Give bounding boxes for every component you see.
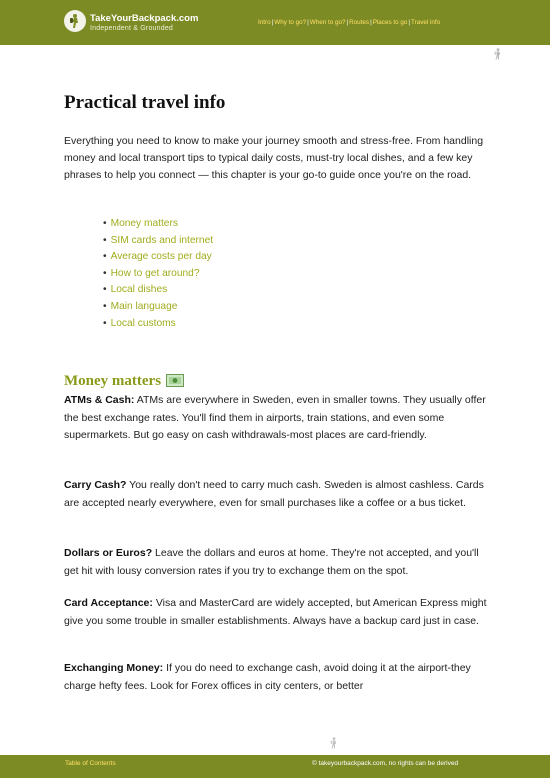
bullet-icon: • — [103, 218, 107, 229]
toc-item[interactable] — [103, 233, 213, 250]
carry-cash-paragraph — [64, 477, 496, 512]
hiker-icon — [493, 48, 503, 60]
nav-why-to-go[interactable]: Why to go? — [274, 19, 307, 26]
toc-item[interactable] — [103, 216, 213, 233]
nav-places-to-go[interactable]: Places to go — [372, 19, 408, 26]
nav-travel-info[interactable]: Travel info — [411, 19, 441, 26]
nav-intro[interactable]: Intro — [258, 19, 271, 26]
chapter-contents-list — [103, 216, 213, 332]
atm-cash-paragraph — [64, 392, 496, 445]
bullet-icon: • — [103, 300, 107, 312]
logo[interactable] — [64, 10, 86, 32]
section-heading — [64, 373, 184, 390]
toc-link-average-costs[interactable]: Average costs per day — [110, 251, 212, 263]
paragraph-text: Visa and MasterCard are widely accepted, but American Express might give you some trouble in smaller establishments. Always have a backup card just in case. — [64, 597, 487, 627]
intro-paragraph: Everything you need to know to make your journey smooth and stress-free. From handling money and local transport tips to typical daily costs, must-try local dishes, and a few key phrases to help you connect — this chapter is your go-to guide once you're on the road. — [64, 135, 484, 181]
toc-link-sim-cards[interactable]: SIM cards and internet — [110, 234, 214, 246]
bullet-icon: • — [103, 267, 107, 279]
toc-link-local-customs[interactable]: Local customs — [110, 317, 176, 329]
toc-item[interactable] — [103, 266, 213, 283]
paragraph-text: Leave the dollars and euros at home. They're not accepted, and you'll get hit with lousy conversion rates if you try to exchange them on the spot. — [64, 547, 479, 577]
toc-link-local-dishes[interactable]: Local dishes — [110, 284, 168, 296]
toc-link-money-matters[interactable]: Money matters — [110, 218, 178, 229]
top-navigation: Intro|Why to go?|When to go?|Routes|Places to go|Travel info — [258, 19, 441, 26]
bullet-icon: • — [103, 317, 107, 329]
hiker-logo-icon — [67, 13, 83, 29]
paragraph-label: ATMs & Cash: — [64, 394, 135, 406]
money-icon — [166, 374, 184, 387]
paragraph-text: You really don't need to carry much cash. Sweden is almost cashless. Cards are accepted nearly everywhere, even for small purchases like a coffee or a bus ticket. — [64, 479, 484, 509]
bullet-icon: • — [103, 234, 107, 246]
toc-item[interactable] — [103, 299, 213, 316]
paragraph-label: Dollars or Euros? — [64, 547, 153, 559]
page-title: Practical travel info — [64, 92, 226, 113]
paragraph-text: ATMs are everywhere in Sweden, even in smaller towns. They usually offer the best exchange rates. You'll find them in airports, train stations, and even some supermarkets. But go easy on cash withdrawals-most places are card-friendly. — [64, 394, 486, 442]
toc-item[interactable] — [103, 282, 213, 299]
toc-link-main-language[interactable]: Main language — [110, 300, 178, 312]
bullet-icon: • — [103, 284, 107, 296]
paragraph-label: Exchanging Money: — [64, 662, 164, 674]
copyright-notice: © takeyourbackpack.com, no rights can be derived — [312, 760, 459, 767]
paragraph-label: Card Acceptance: — [64, 597, 153, 609]
exchanging-money-paragraph — [64, 660, 496, 695]
page-header — [0, 0, 550, 45]
footer-hiker-icon — [329, 737, 339, 749]
toc-item[interactable] — [103, 249, 213, 266]
section-title: Money matters — [64, 373, 162, 389]
nav-routes[interactable]: Routes — [349, 19, 370, 26]
table-of-contents-link[interactable]: Table of Contents — [65, 760, 116, 767]
card-acceptance-paragraph — [64, 595, 496, 630]
bullet-icon: • — [103, 251, 107, 263]
dollars-euros-paragraph — [64, 545, 496, 580]
paragraph-label: Carry Cash? — [64, 479, 127, 491]
brand-name[interactable]: TakeYourBackpack.com — [90, 13, 199, 24]
toc-item[interactable] — [103, 316, 213, 333]
toc-link-get-around[interactable]: How to get around? — [110, 267, 200, 279]
nav-when-to-go[interactable]: When to go? — [309, 19, 346, 26]
paragraph-text: If you do need to exchange cash, avoid doing it at the airport-they charge hefty fees. Look for Forex offices in city centers, or better — [64, 662, 471, 692]
brand-tagline: Independent & Grounded — [90, 25, 174, 32]
